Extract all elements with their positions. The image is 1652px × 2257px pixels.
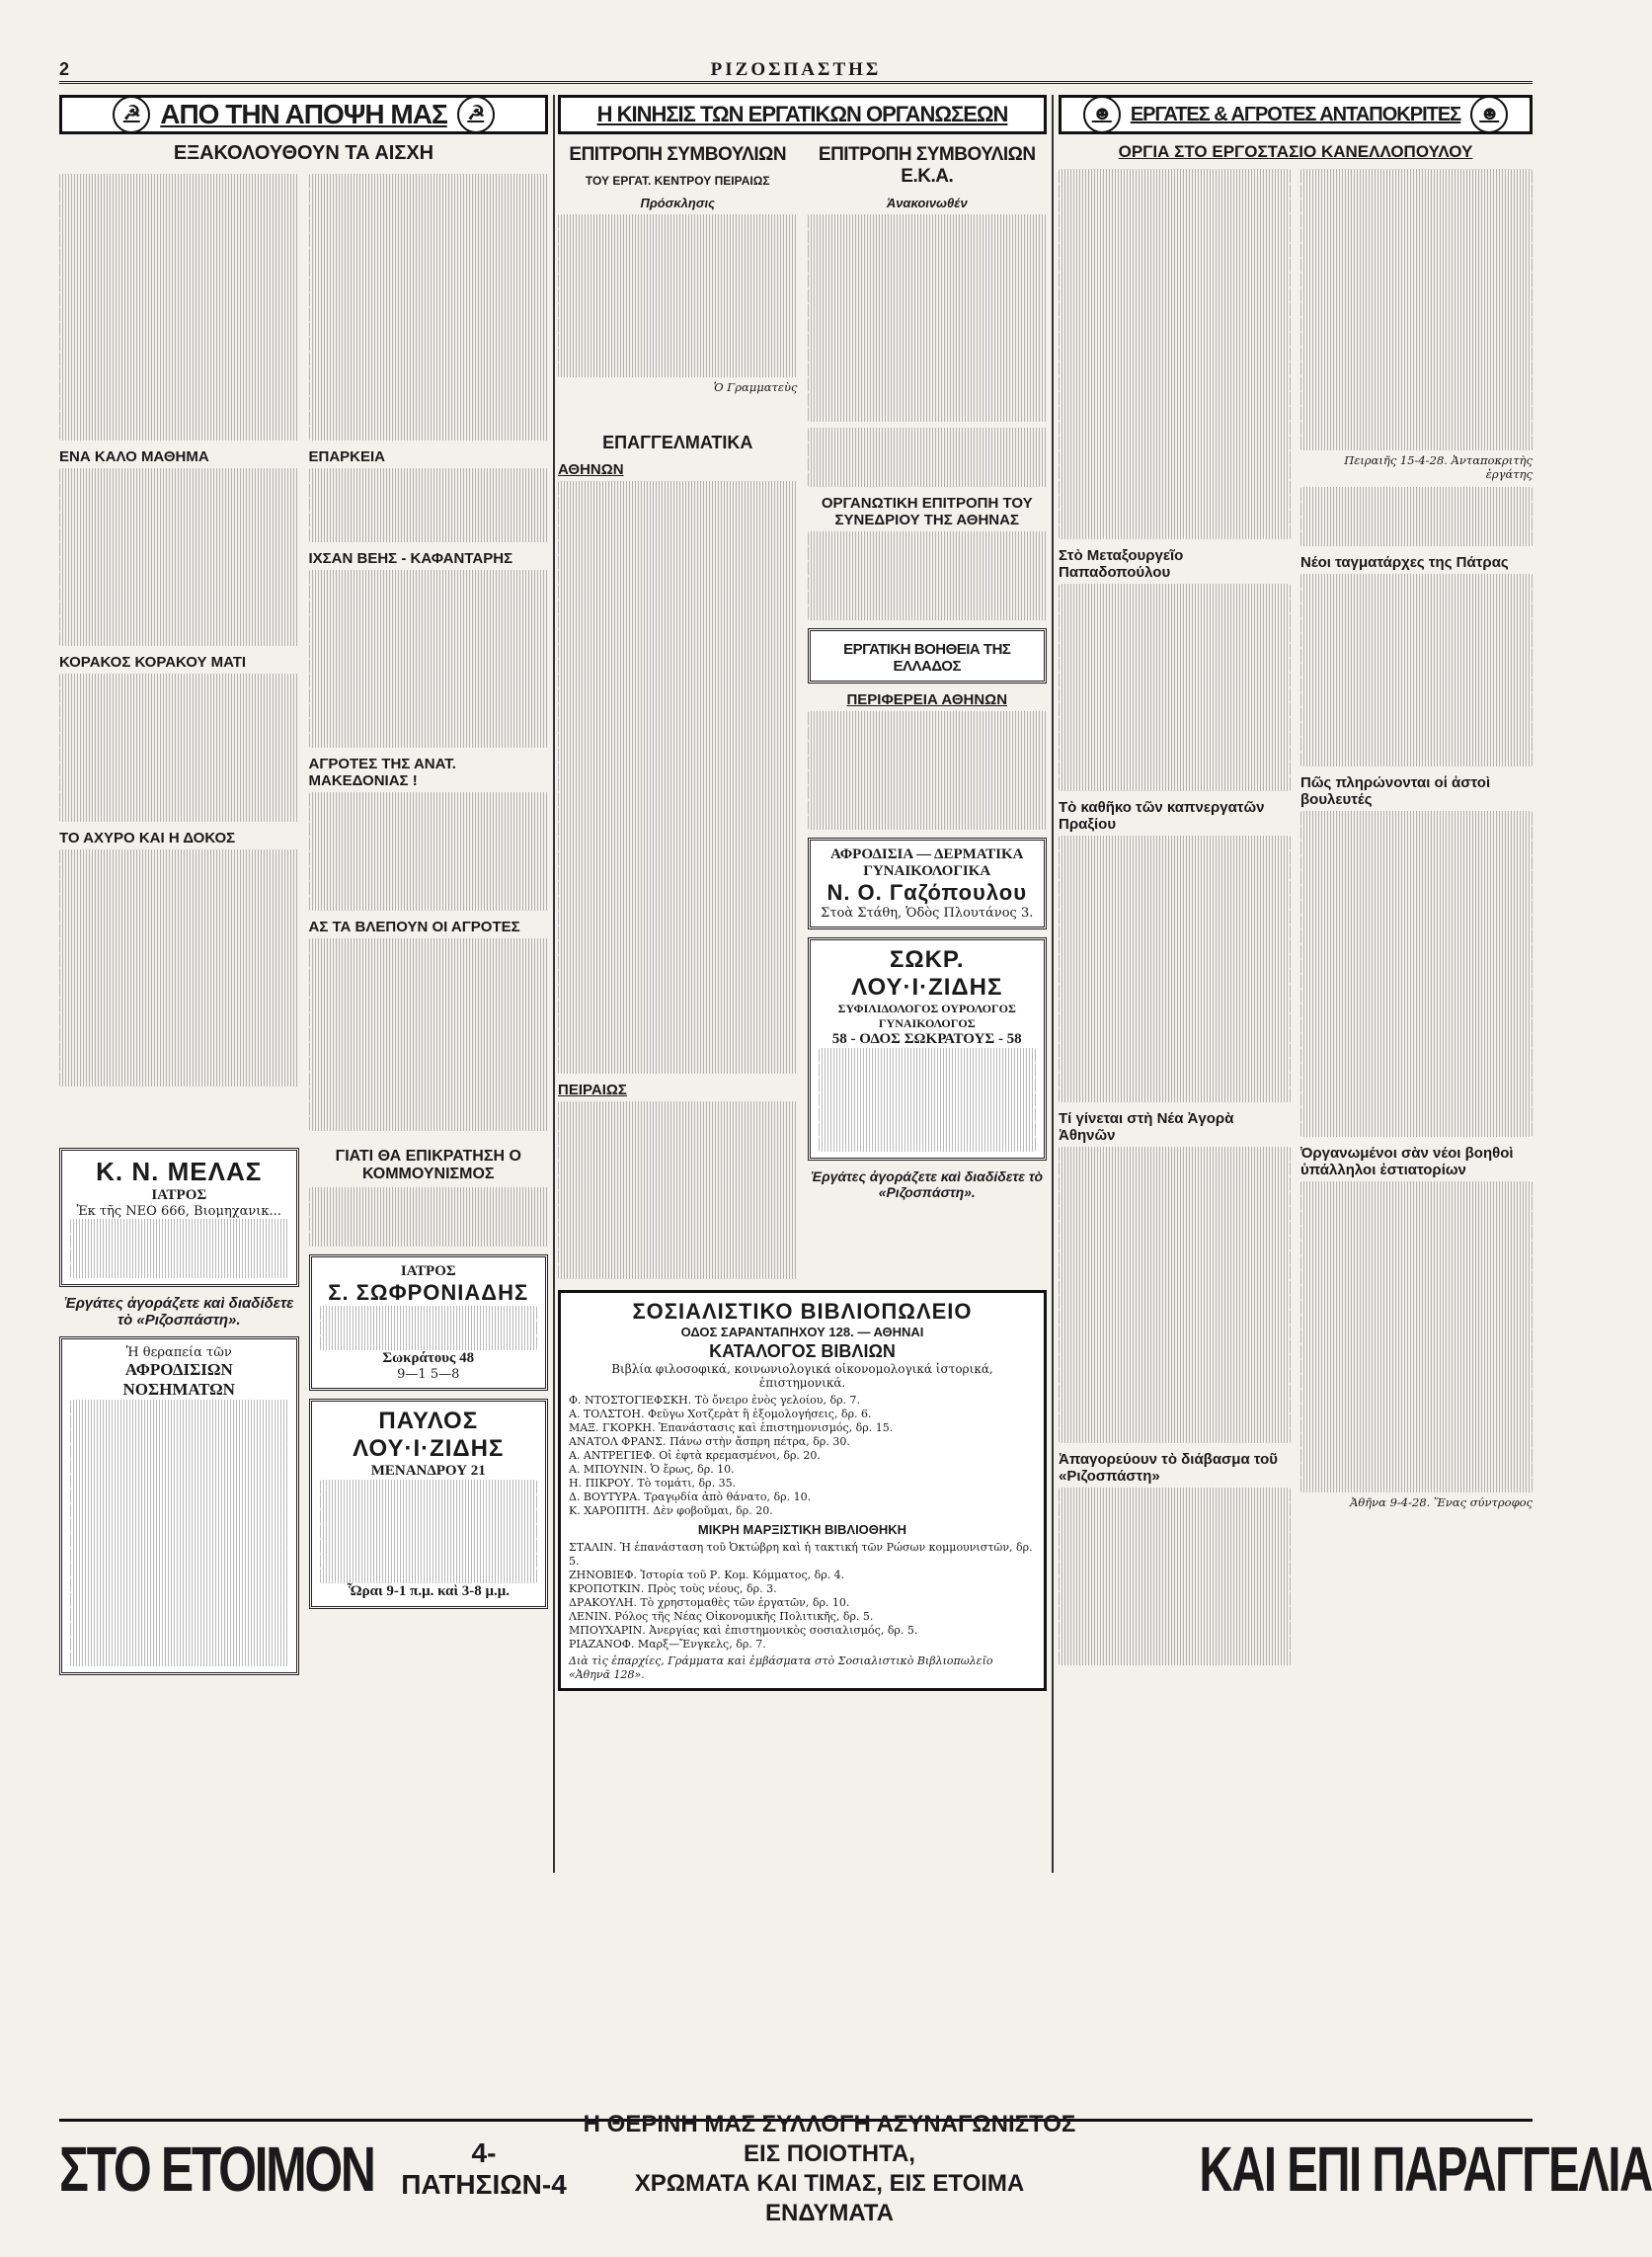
section-heading: ΟΡΓΑΝΩΤΙΚΗ ΕΠΙΤΡΟΠΗ ΤΟΥ ΣΥΝΕΔΡΙΟΥ ΤΗΣ ΑΘΗΝΑΣ [821, 495, 1033, 528]
correspondents-left [1059, 166, 1291, 1668]
book-entry: ΖΗΝΟΒΙΕΦ. Ἱστορία τοῦ Ρ. Κομ. Κόμματος, δρ. 4. [569, 1569, 845, 1581]
section-heading: Τὸ καθῆκο τῶν καπνεργατῶν Πραξίου [1059, 799, 1265, 833]
column-rule [1052, 95, 1054, 1873]
booklist-subtitle: Βιβλία φιλοσοφικά, κοινωνιολογικά οἰκονομολογικά ἱστορικά, ἐπιστημονικά. [611, 1362, 993, 1390]
column-rule [553, 95, 555, 1873]
section-subheading: ΠΕΙΡΑΙΩΣ [558, 1082, 627, 1098]
labor-body [558, 425, 1047, 1282]
article-text [59, 174, 299, 441]
ad-subtitle: ΑΦΡΟΔΙΣΙΑ — ΔΕΡΜΑΤΙΚΑ ΓΥΝΑΙΚΟΛΟΓΙΚΑ [830, 846, 1024, 879]
signature: Ὁ Γραμματεὺς [713, 380, 798, 394]
article-text [1300, 169, 1533, 450]
newspaper-title: ΡΙΖΟΣΠΑΣΤΗΣ [710, 59, 882, 80]
section-heading: ΕΡΓΑΤΙΚΗ ΒΟΗΘΕΙΑ ΤΗΣ ΕΛΛΑΔΟΣ [843, 641, 1011, 675]
article-text [59, 674, 299, 822]
ads-lower-left [59, 1140, 299, 1683]
opinion-right [309, 171, 549, 1134]
ad-hours: Ὧραι 9-1 π.μ. καὶ 3-8 μ.μ. [347, 1583, 511, 1599]
correspondents-banner-text: ΕΡΓΑΤΕΣ & ΑΓΡΟΤΕΣ ΑΝΤΑΠΟΚΡΙΤΕΣ [1130, 103, 1461, 125]
article-text [558, 481, 798, 1074]
article-text [1300, 811, 1533, 1137]
promo-text: Ἐργάτες ἀγοράζετε καὶ διαδίδετε τὸ «Ριζοσπάστη». [811, 1169, 1044, 1200]
ad-description-line: Η ΘΕΡΙΝΗ ΜΑΣ ΣΥΛΛΟΓΗ ΑΣΥΝΑΓΩΝΙΣΤΟΣ ΕΙΣ ΠΟΙΟΤΗΤΑ, [583, 2110, 1076, 2167]
article-text [1300, 574, 1533, 766]
labor-committees [558, 138, 1047, 425]
ad-title: ΠΑΥΛΟΣ ΛΟΥ·Ι·ΖΙΔΗΣ [353, 1408, 505, 1462]
labor-body-right [808, 425, 1048, 1282]
column-correspondents [1059, 95, 1533, 1668]
section-heading: ΑΓΡΟΤΕΣ ΤΗΣ ΑΝΑΤ. ΜΑΚΕΔΟΝΙΑΣ ! [308, 756, 456, 789]
ad-description-line: ΧΡΩΜΑΤΑ ΚΑΙ ΤΙΜΑΣ, ΕΙΣ ΕΤΟΙΜΑ ΕΝΔΥΜΑΤΑ [634, 2169, 1025, 2226]
section-heading: ΑΣ ΤΑ ΒΛΕΠΟΥΝ ΟΙ ΑΓΡΟΤΕΣ [308, 919, 520, 935]
newspaper-page [59, 59, 1652, 2226]
book-entry: ΣΤΑΛΙΝ. Ἡ ἐπανάσταση τοῦ Ὀκτώβρη καὶ ἡ τακτική τῶν Ρώσων κομμουνιστῶν, δρ. 5. [569, 1541, 1033, 1568]
booklist-section-heading: ΜΙΚΡΗ ΜΑΡΞΙΣΤΙΚΗ ΒΙΒΛΙΟΘΗΚΗ [697, 1522, 907, 1537]
section-subheading: ΠΕΡΙΦΕΡΕΙΑ ΑΘΗΝΩΝ [846, 691, 1008, 708]
section-heading: ΙΧΣΑΝ ΒΕΗΣ - ΚΑΦΑΝΤΑΡΗΣ [308, 550, 513, 567]
article-text [1059, 584, 1291, 791]
opinion-banner [59, 95, 548, 134]
article-text [1300, 1181, 1533, 1492]
book-entry: ΑΝΑΤΟΛ ΦΡΑΝΣ. Πάνω στὴν ἄσπρη πέτρα, δρ. 30. [569, 1435, 850, 1448]
ad-description [573, 2110, 1086, 2228]
section-subheading: ΑΘΗΝΩΝ [558, 461, 624, 478]
section-heading: ΕΠΑΡΚΕΙΑ [308, 448, 386, 465]
book-entry: ΜΠΟΥΧΑΡΙΝ. Ἀνεργίας καὶ ἐπιστημονικὸς σοσιαλισμός, δρ. 5. [569, 1624, 918, 1637]
book-entry: ΜΑΞ. ΓΚΟΡΚΗ. Ἐπανάστασις καὶ ἐπιστημονισμός, δρ. 15. [569, 1421, 894, 1434]
opinion-columns [59, 171, 548, 1134]
booklist-catalog-heading: ΚΑΤΑΛΟΓΟΣ ΒΙΒΛΙΩΝ [709, 1341, 896, 1361]
article-text [558, 214, 798, 377]
ad-title: Σ. ΣΩΦΡΟΝΙΑΔΗΣ [328, 1280, 529, 1305]
book-entry: Α. ΑΝΤΡΕΓΙΕΦ. Οἱ ἑφτὰ κρεμασμένοι, δρ. 20. [569, 1449, 821, 1462]
article-text [1059, 1488, 1291, 1665]
section-heading: ΚΟΡΑΚΟΣ ΚΟΡΑΚΟΥ ΜΑΤΙ [59, 654, 247, 671]
article-text [1059, 169, 1291, 539]
article-text [1059, 836, 1291, 1102]
book-entry: Α. ΤΟΛΣΤΟΗ. Φεῦγω Χοτζερὰτ ἢ ἐξομολογήσεις, δρ. 6. [569, 1408, 872, 1420]
book-entry: Η. ΠΙΚΡΟΥ. Τὸ τομάτι, δρ. 35. [569, 1477, 737, 1490]
booklist-entries [569, 1541, 1036, 1652]
hammer-sickle-icon: ☭ [113, 96, 150, 133]
article-text [309, 938, 549, 1131]
ad-headline-right: ΚΑΙ ΕΠΙ ΠΑΡΑΓΓΕΛΙΑ [1199, 2133, 1652, 2205]
labor-body-left [558, 425, 798, 1282]
article-text [808, 214, 1048, 422]
section-box [808, 628, 1048, 684]
hammer-sickle-icon: ☭ [457, 96, 495, 133]
article-text [309, 174, 549, 441]
section-heading: Ἀπαγορεύουν τὸ διάβασμα τοῦ «Ριζοσπάστη» [1059, 1451, 1279, 1485]
ad-address: 4-ΠΑΤΗΣΙΩΝ-4 [401, 2136, 567, 2200]
correspondents-right [1300, 166, 1533, 1668]
article-text [309, 792, 549, 911]
ad-headline-left: ΣΤΟ ΕΤΟΙΜΟΝ [59, 2133, 374, 2205]
article-text [808, 531, 1048, 620]
ad-address: ΜΕΝΑΝΔΡΟΥ 21 [370, 1463, 486, 1479]
ad-address: Σωκράτους 48 [382, 1350, 475, 1366]
bottom-advertisement [59, 2110, 1652, 2226]
worker-portrait-icon: ☻ [1083, 96, 1121, 133]
signature: Πειραιῆς 15-4-28. Ἀνταποκριτὴς ἐργάτης [1344, 453, 1533, 481]
article-text [1059, 1147, 1291, 1443]
ad-address: 58 - ΟΔΟΣ ΣΩΚΡΑΤΟΥΣ - 58 [831, 1031, 1022, 1047]
ad-subtitle: ΣΥΦΙΛΙΔΟΛΟΓΟΣ ΟΥΡΟΛΟΓΟΣ ΓΥΝΑΙΚΟΛΟΓΟΣ [837, 1002, 1016, 1030]
section-heading: ΕΝΑ ΚΑΛΟ ΜΑΘΗΜΑ [59, 448, 209, 465]
book-entry: Δ. ΒΟΥΤΥΡΑ. Τραγῳδία ἀπὸ θάνατο, δρ. 10. [569, 1491, 812, 1503]
section-heading: ΤΟ ΑΧΥΡΟ ΚΑΙ Η ΔΟΚΟΣ [59, 830, 236, 846]
section-heading: ΕΠΙΤΡΟΠΗ ΣΥΜΒΟΥΛΙΩΝ [569, 144, 787, 165]
ad-title: Ν. Ο. Γαζόπουλου [826, 880, 1028, 905]
ads-lower [59, 1140, 548, 1683]
book-entry: ΔΡΑΚΟΥΛΗ. Τὸ χρηστομαθὲς τῶν ἐργατῶν, δρ. 10. [569, 1596, 850, 1609]
ad-text: Ἐκ τῆς ΝΕΟ 666, Βιομηχανικ... [76, 1204, 281, 1219]
ad-paulos-louizidis [309, 1399, 549, 1609]
labor-banner: Η ΚΙΝΗΣΙΣ ΤΩΝ ΕΡΓΑΤΙΚΩΝ ΟΡΓΑΝΩΣΕΩΝ [558, 95, 1047, 134]
book-entry: Α. ΜΠΟΥΝΙΝ. Ὁ ἔρως, δρ. 10. [569, 1463, 735, 1476]
ad-melas [59, 1148, 299, 1287]
book-entry: ΡΙΑΖΑΝΟΦ. Μαρξ—Ἔνγκελς, δρ. 7. [569, 1638, 766, 1651]
section-subheading: ΤΟΥ ΕΡΓΑΤ. ΚΕΝΤΡΟΥ ΠΕΙΡΑΙΩΣ [585, 174, 770, 188]
article-text [808, 711, 1048, 830]
correspondents-columns [1059, 166, 1533, 1668]
ad-subtitle: ΙΑΤΡΟΣ [151, 1187, 207, 1203]
signature: Ἀθῆνα 9-4-28. Ἕνας σύντροφος [1350, 1495, 1533, 1509]
ads-lower-right [309, 1140, 549, 1683]
book-entry: Φ. ΝΤΟΣΤΟΓΙΕΦΣΚΗ. Τὸ ὄνειρο ἑνὸς γελοίου, δρ. 7. [569, 1394, 861, 1407]
ad-sokr-louizidis [808, 937, 1048, 1161]
ad-title: ΣΩΚΡ. ΛΟΥ·Ι·ΖΙΔΗΣ [851, 946, 1003, 1001]
opinion-banner-text: ΑΠΟ ΤΗΝ ΑΠΟΨΗ ΜΑΣ [160, 99, 447, 129]
book-entry: Κ. ΧΑΡΟΠΙΤΗ. Δὲν φοβοῦμαι, δρ. 20. [569, 1504, 773, 1517]
section-heading: Νέοι ταγματάρχες της Πάτρας [1300, 554, 1509, 571]
correspondents-headline: ΟΡΓΙΑ ΣΤΟ ΕΡΓΟΣΤΑΣΙΟ ΚΑΝΕΛΛΟΠΟΥΛΟΥ [1118, 142, 1473, 161]
column-labor [558, 95, 1047, 1691]
ad-gazopoulos [808, 838, 1048, 929]
committee-left [558, 138, 798, 425]
ad-subtitle: ΙΑΤΡΟΣ [400, 1263, 456, 1279]
ad-title: ΑΦΡΟΔΙΣΙΩΝ ΝΟΣΗΜΑΤΩΝ [122, 1360, 235, 1399]
section-heading: Στὸ Μεταξουργεῖο Παπαδοπούλου [1059, 547, 1184, 581]
promo-text: Ἐργάτες ἀγοράζετε καὶ διαδίδετε τὸ «Ριζοσπάστη». [64, 1295, 294, 1329]
ad-aphrodisia [59, 1336, 299, 1675]
ad-hours: 9—1 5—8 [397, 1367, 460, 1382]
article-text [59, 468, 299, 646]
section-heading: ΕΠΙΤΡΟΠΗ ΣΥΜΒΟΥΛΙΩΝ Ε.Κ.Α. [818, 144, 1036, 187]
book-entry: ΛΕΝΙΝ. Ρόλος τῆς Νέας Οἰκονομικῆς Πολιτικῆς, δρ. 5. [569, 1610, 874, 1623]
opinion-headline: ΕΞΑΚΟΛΟΥΘΟΥΝ ΤΑ ΑΙΣΧΗ [173, 142, 434, 164]
section-heading: ΕΠΑΓΓΕΛΜΑΤΙΚΑ [602, 433, 753, 452]
article-text [59, 849, 299, 1087]
section-subheading: Πρόσκλησις [640, 196, 715, 210]
booklist-address: ΟΔΟΣ ΣΑΡΑΝΤΑΠΗΧΟΥ 128. — ΑΘΗΝΑΙ [680, 1325, 924, 1339]
article-text [309, 1187, 549, 1247]
correspondents-banner [1059, 95, 1533, 134]
worker-portrait-icon: ☻ [1470, 96, 1508, 133]
masthead [59, 59, 1533, 84]
book-entry: ΚΡΟΠΟΤΚΙΝ. Πρὸς τοὺς νέους, δρ. 3. [569, 1582, 777, 1595]
page-number: 2 [59, 59, 70, 79]
ad-address: Στοὰ Στάθη, Ὁδὸς Πλουτάνος 3. [821, 906, 1034, 921]
committee-right [808, 138, 1048, 425]
article-text [558, 1101, 798, 1279]
booklist-title: ΣΟΣΙΑΛΙΣΤΙΚΟ ΒΙΒΛΙΟΠΩΛΕΙΟ [632, 1299, 973, 1324]
section-heading: Πῶς πληρώνονται οἱ ἀστοὶ βουλευτές [1300, 774, 1491, 808]
article-text [808, 428, 1048, 487]
opinion-left [59, 171, 299, 1134]
article-text [309, 570, 549, 748]
column-opinion [59, 95, 548, 1683]
section-heading: Ὀργανωμένοι σὰν νέοι βοηθοὶ ὑπάλληλοι ἐστιατορίων [1300, 1145, 1514, 1178]
ad-subtitle: Ἡ θεραπεία τῶν [125, 1345, 232, 1360]
ad-title: Κ. Ν. ΜΕΛΑΣ [96, 1157, 263, 1186]
booklist-entries [569, 1394, 1036, 1518]
article-text [1300, 487, 1533, 546]
article-text [309, 468, 549, 542]
section-subheading: Ἀνακοινωθέν [886, 196, 968, 210]
ad-sofronias [309, 1254, 549, 1391]
booklist-footer: Διὰ τὶς ἐπαρχίες, Γράμματα καὶ ἐμβάσματα στὸ Σοσιαλιστικὸ Βιβλιοπωλεῖο «Ἀθηνᾶ 128». [569, 1654, 993, 1681]
ad-kommounismos: ΓΙΑΤΙ ΘΑ ΕΠΙΚΡΑΤΗΣΗ Ο ΚΟΜΜΟΥΝΙΣΜΟΣ [335, 1148, 521, 1182]
booklist-ad [558, 1290, 1047, 1691]
section-heading: Τί γίνεται στὴ Νέα Ἀγορὰ Ἀθηνῶν [1059, 1110, 1234, 1144]
